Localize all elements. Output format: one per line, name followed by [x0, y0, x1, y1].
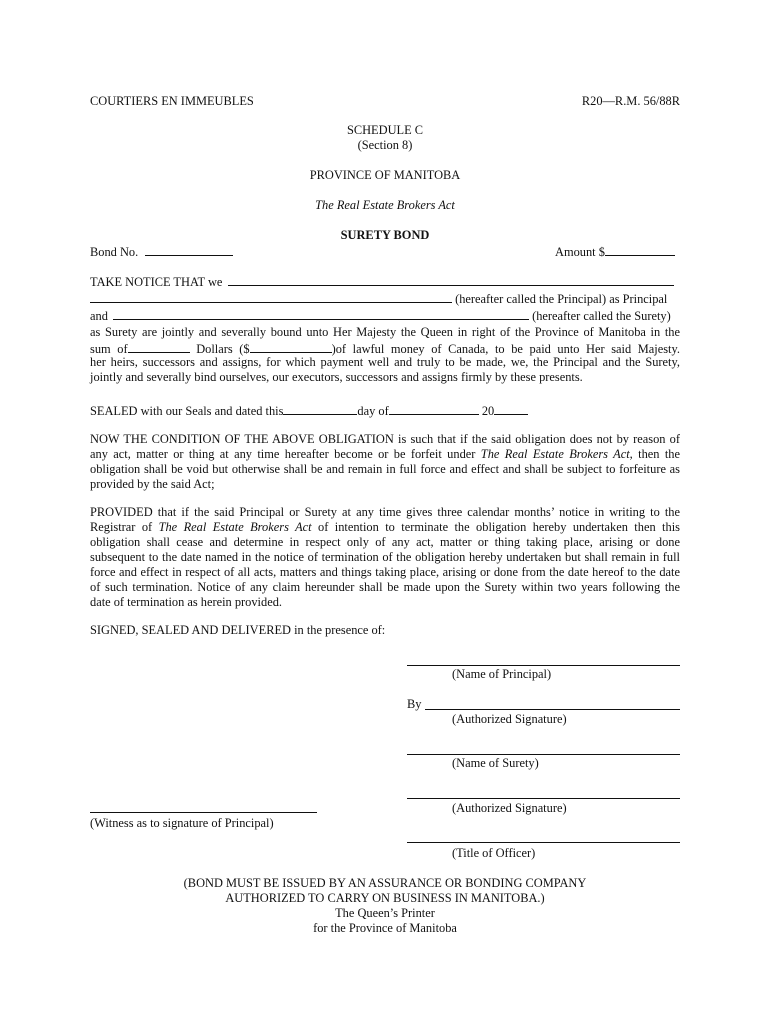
sealed-line	[90, 402, 528, 419]
by-label: By	[407, 697, 422, 711]
day-of-label: day of	[357, 404, 389, 418]
printer-province: for the Province of Manitoba	[313, 921, 457, 935]
surety-name-line[interactable]	[407, 754, 680, 755]
signed-statement: SIGNED, SEALED AND DELIVERED in the presence of:	[90, 623, 386, 637]
surety-line	[90, 307, 671, 324]
sum-words-blank[interactable]	[128, 340, 190, 353]
header-left: COURTIERS EN IMMEUBLES	[90, 94, 254, 108]
amount-blank[interactable]	[605, 243, 675, 256]
principal-line	[90, 290, 667, 307]
condition-paragraph: NOW THE CONDITION OF THE ABOVE OBLIGATION is such that if the said obligation does not by reason of any act, matter or thing at any time hereafter become or be forfeit under The Real Estate Brokers Act, then the obligation shall be void but otherwise shall be and remain in full force and effect and shall be subject to forfeiture as provided by the said Act;	[90, 432, 680, 491]
schedule-label: SCHEDULE C	[346, 123, 424, 137]
section-label: (Section 8)	[357, 138, 413, 152]
officer-title-line[interactable]	[407, 842, 680, 843]
surety-signature-line[interactable]	[407, 798, 680, 799]
provided-paragraph: PROVIDED that if the said Principal or Surety at any time gives three calendar months’ notice in writing to the Registrar of The Real Estate Brokers Act of intention to terminate the obligation hereby undertaken then this obligation shall cease and determine in respect only of any act, matter or thing taking place, arising or done subsequent to the date named in the notice of termination of the obligation hereby undertaken but shall remain in full force and effect in respect of all acts, matters and things taking place, arising or done from the date hereof to the date of such termination. Notice of any claim hereunder shall be made upon the Surety within two years following the date of termination as herein provided.	[90, 505, 680, 609]
witness-label: (Witness as to signature of Principal)	[90, 816, 274, 830]
principal-name-blank-2[interactable]	[90, 290, 452, 303]
surety-suffix: (hereafter called the Surety)	[532, 309, 671, 323]
authorized-signature-label-2: (Authorized Signature)	[452, 801, 567, 815]
bound-line-2: sum of Dollars ($ )of lawful money of Canada, to be paid unto Her said Majesty.	[90, 342, 680, 356]
principal-name-blank[interactable]	[228, 273, 674, 286]
amount-field	[555, 243, 675, 260]
day-blank[interactable]	[283, 402, 357, 415]
take-notice-label: TAKE NOTICE THAT we	[90, 275, 223, 289]
authorized-signature-label-1: (Authorized Signature)	[452, 712, 567, 726]
bond-number-label: Bond No.	[90, 245, 139, 259]
title-of-officer-label: (Title of Officer)	[452, 846, 536, 860]
principal-name-line[interactable]	[407, 665, 680, 666]
year-blank[interactable]	[494, 402, 528, 415]
and-label: and	[90, 309, 108, 323]
sum-amount-blank[interactable]	[250, 340, 332, 353]
amount-label: Amount $	[555, 245, 605, 259]
bond-number-blank[interactable]	[145, 243, 233, 256]
name-of-surety-label: (Name of Surety)	[452, 756, 539, 770]
bound-line-4: jointly and severally bind ourselves, our executors, successors and assigns firmly by these presents.	[90, 370, 583, 384]
act-title: The Real Estate Brokers Act	[315, 198, 455, 212]
bound-line-3: her heirs, successors and assigns, for which payment well and truly to be made, we, the Principal and the Surety,	[90, 355, 680, 369]
bound-paragraph	[90, 325, 680, 385]
take-notice-line	[90, 273, 674, 290]
header-right: R20—R.M. 56/88R	[581, 94, 680, 108]
bond-number-field	[90, 243, 233, 260]
document-heading: SURETY BOND	[340, 228, 430, 242]
province-label: PROVINCE OF MANITOBA	[309, 168, 461, 182]
name-of-principal-label: (Name of Principal)	[452, 667, 552, 681]
month-blank[interactable]	[389, 402, 479, 415]
bound-line-1: as Surety are jointly and severally bound unto Her Majesty the Queen in right of the Province of Manitoba in the	[90, 325, 680, 339]
year-label: 20	[481, 404, 495, 418]
witness-signature-line[interactable]	[90, 812, 317, 813]
surety-name-blank[interactable]	[113, 307, 529, 320]
principal-suffix: (hereafter called the Principal) as Principal	[455, 292, 668, 306]
queens-printer: The Queen’s Printer	[335, 906, 435, 920]
footer-notice-line-1: (BOND MUST BE ISSUED BY AN ASSURANCE OR BONDING COMPANY	[183, 876, 587, 890]
sealed-label: SEALED with our Seals and dated this	[90, 404, 284, 418]
principal-signature-line[interactable]	[425, 709, 680, 710]
footer-notice-line-2: AUTHORIZED TO CARRY ON BUSINESS IN MANITOBA.)	[225, 891, 545, 905]
